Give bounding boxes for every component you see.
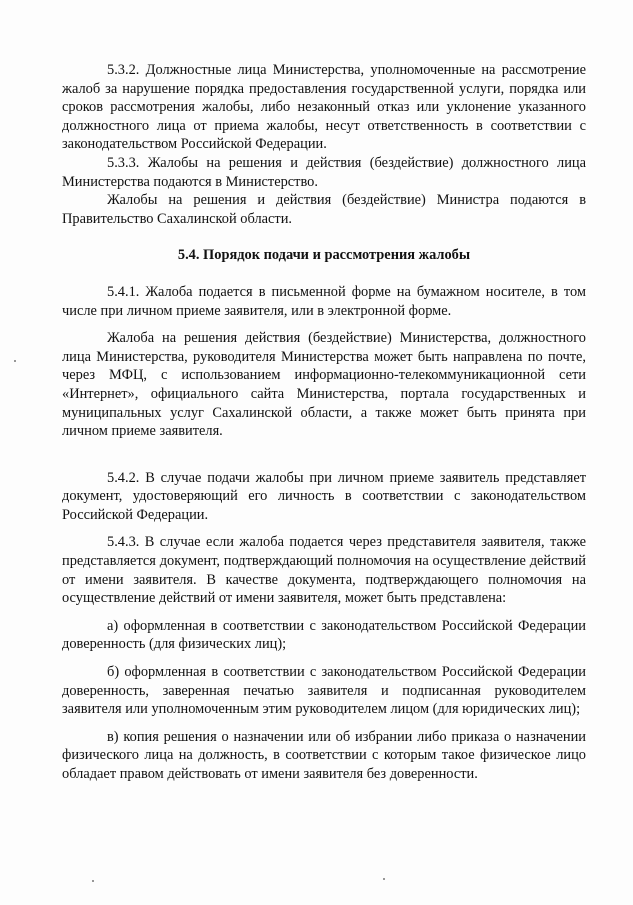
paragraph-5-4-1-channels: Жалоба на решения действия (бездействие) Министерства, должностного лица Министерства, руководителя Министерства может быть направлена по почте, через МФЦ, с использованием информационно-телекоммуникационной сети «Интернет», официального сайта Министерства, портала государственных и муниципальных услуг Сахалинской области, а также может быть принята при личном приеме заявителя. [62,330,586,440]
paragraph-5-4-2: 5.4.2. В случае подачи жалобы при личном приеме заявитель представляет документ, удостоверяющий его личность в соответствии с законодательством Российской Федерации. [62,469,586,523]
spacer [62,265,586,283]
paragraph-5-3-3: 5.3.3. Жалобы на решения и действия (бездействие) должностного лица Министерства подаются в Министерство. [62,154,586,190]
spacer [62,654,586,663]
spacer [62,524,586,533]
scan-speck [92,880,94,882]
section-title-5-4: 5.4. Порядок подачи и рассмотрения жалобы [177,247,471,264]
spacer [62,228,586,246]
paragraph-5-4-1: 5.4.1. Жалоба подается в письменной форме на бумажном носителе, в том числе при личном приеме заявителя, или в электронной форме. [62,283,586,319]
list-item-b: б) оформленная в соответствии с законодательством Российской Федерации доверенность, заверенная печатью заявителя и подписанная руководителем заявителя или уполномоченным этим руководителем лицом (для юридических лиц); [62,664,586,718]
list-item-a: а) оформленная в соответствии с законодательством Российской Федерации доверенность (для физических лиц); [62,617,586,653]
spacer [62,608,586,617]
spacer [62,719,586,728]
scan-speck [383,878,385,880]
list-item-c: в) копия решения о назначении или об избрании либо приказа о назначении физического лица на должность, в соответствии с которым такое физическое лицо обладает правом действовать от имени заявителя без доверенности. [62,728,586,782]
paragraph-5-4-3: 5.4.3. В случае если жалоба подается через представителя заявителя, также представляется документ, подтверждающий полномочия на осуществление действий от имени заявителя. В качестве документа, подтверждающего полномочия на осуществление действий от имени заявителя, может быть представлена: [62,534,586,607]
document-body [62,61,586,784]
spacer [62,320,586,329]
scan-speck [14,360,16,362]
spacer [62,441,586,469]
paragraph-5-3-3-minister: Жалобы на решения и действия (бездействие) Министра подаются в Правительство Сахалинской области. [62,192,586,227]
paragraph-5-3-2: 5.3.2. Должностные лица Министерства, уполномоченные на рассмотрение жалоб за нарушение порядка предоставления государственной услуги, порядка или сроков рассмотрения жалобы, либо незаконный отказ или уклонение указанного должностного лица от приема жалобы, несут ответственность в соответствии с законодательством Российской Федерации. [62,62,586,153]
